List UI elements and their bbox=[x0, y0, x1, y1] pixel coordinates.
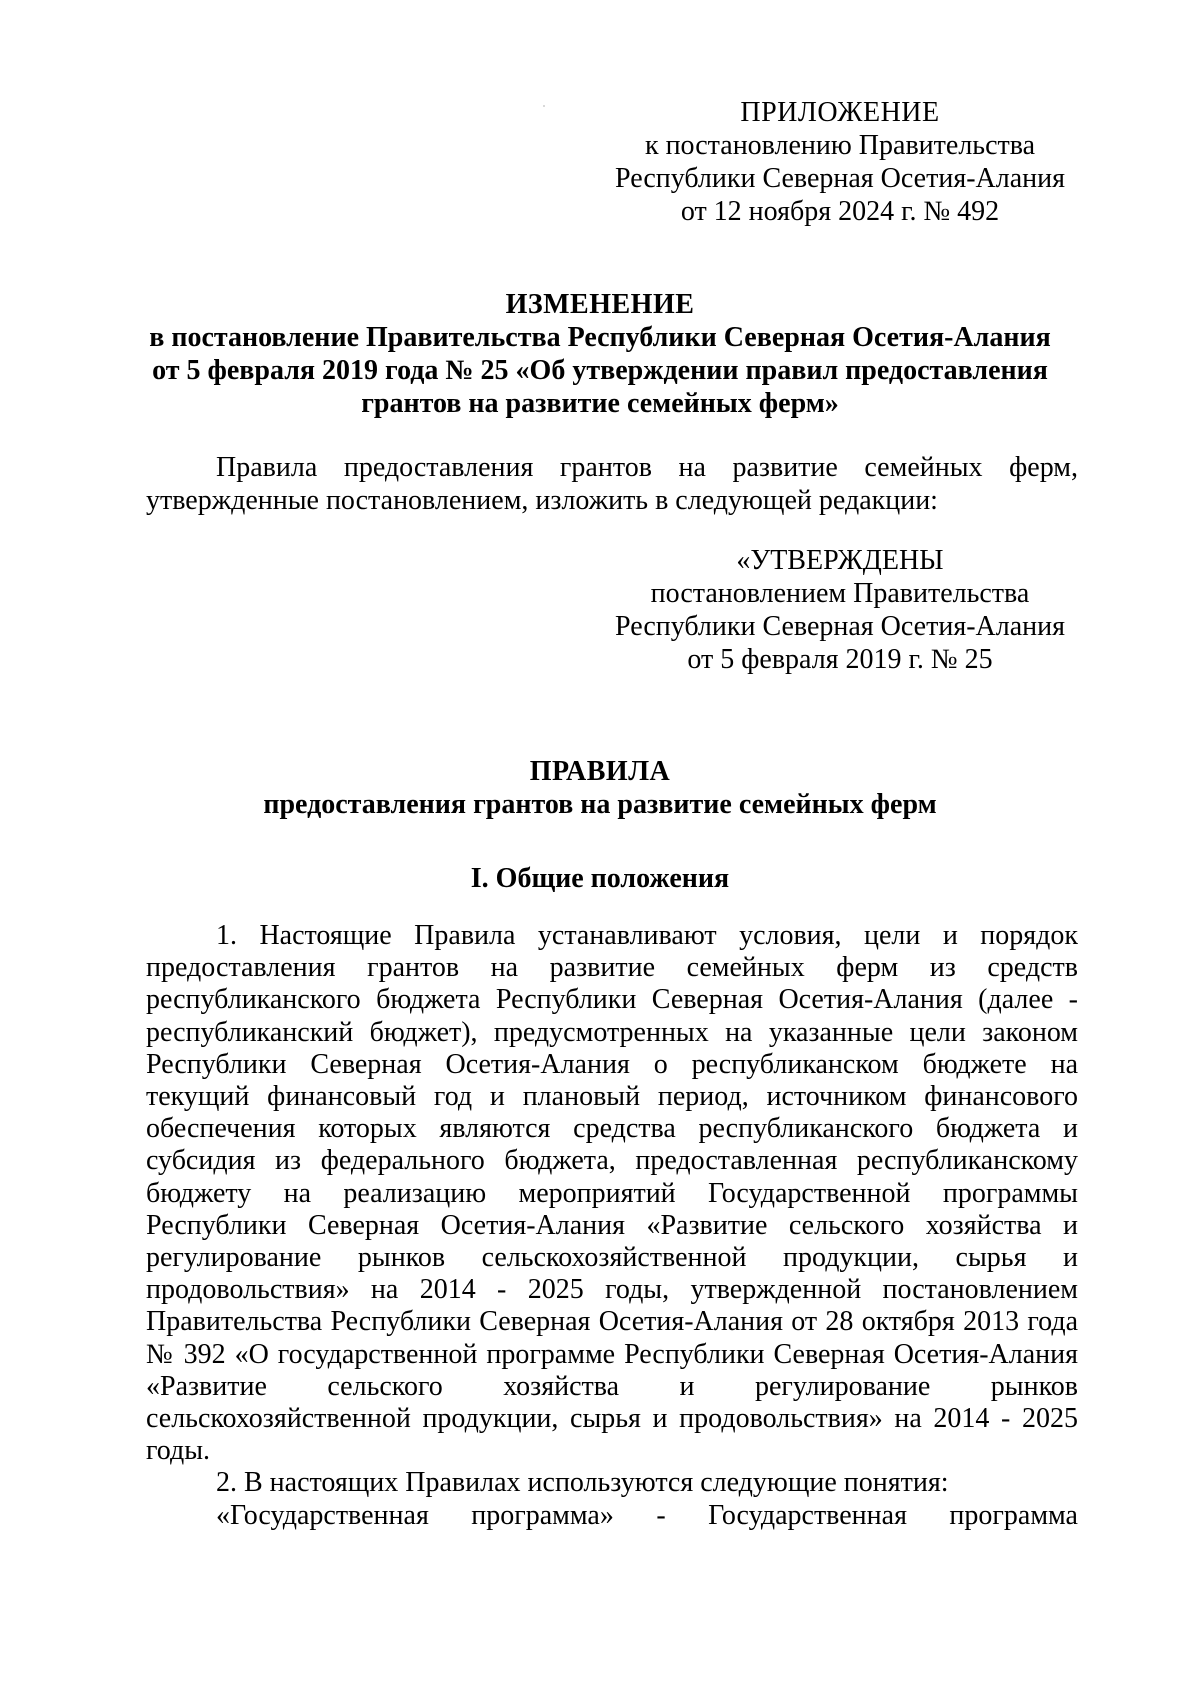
body-text bbox=[146, 920, 1078, 1532]
rules-subtitle: предоставления грантов на развитие семейных ферм bbox=[263, 789, 937, 820]
change-title: ИЗМЕНЕНИЕ bbox=[505, 289, 695, 320]
rules-header bbox=[130, 755, 1070, 821]
approved-title: «УТВЕРЖДЕНЫ bbox=[736, 545, 944, 576]
paragraph-2: 2. В настоящих Правилах используются следующие понятия: bbox=[216, 1467, 949, 1499]
appendix-line-2: Республики Северная Осетия-Алания bbox=[615, 163, 1065, 194]
approved-line-2: Республики Северная Осетия-Алания bbox=[615, 611, 1065, 642]
change-header bbox=[130, 288, 1070, 420]
paragraph-1: 1. Настоящие Правила устанавливают условия, цели и порядок предоставления грантов на развитие семейных ферм из средств республиканского бюджета Республики Северная Осетия-Алания (далее - республиканский бюджет), предусмотренных на указанные цели законом Республики Северная Осетия-Алания о республиканском бюджете на текущий финансовый год и плановый период, источником финансового обеспечения которых являются средства республиканского бюджета и субсидия из федерального бюджета, предоставленная республиканскому бюджету на реализацию мероприятий Государственной программы Республики Северная Осетия-Алания «Развитие сельского хозяйства и регулирование рынков сельскохозяйственной продукции, сырья и продовольствия» на 2014 - 2025 годы, утвержденной постановлением Правительства Республики Северная Осетия-Алания от 28 октября 2013 года № 392 «О государственной программе Республики Северная Осетия-Алания «Развитие сельского хозяйства и регулирование рынков сельскохозяйственной продукции, сырья и продовольствия» на 2014 - 2025 годы. bbox=[146, 920, 1078, 1467]
change-line-2: от 5 февраля 2019 года № 25 «Об утверждении правил предоставления bbox=[152, 355, 1048, 386]
section-heading: I. Общие положения bbox=[470, 863, 730, 894]
appendix-line-1: к постановлению Правительства bbox=[644, 130, 1036, 161]
approved-line-1: постановлением Правительства bbox=[650, 578, 1030, 609]
paragraph-3: «Государственная программа» - Государственная программа bbox=[216, 1499, 1078, 1531]
scan-artifact bbox=[543, 105, 545, 107]
change-line-3: грантов на развитие семейных ферм» bbox=[361, 388, 839, 419]
change-line-1: в постановление Правительства Республики Северная Осетия-Алания bbox=[149, 322, 1051, 353]
approved-stamp bbox=[600, 544, 1080, 676]
appendix-header bbox=[600, 96, 1080, 228]
intro-paragraph: Правила предоставления грантов на развитие семейных ферм, утвержденные постановлением, изложить в следующей редакции: bbox=[146, 452, 1078, 516]
appendix-line-3: от 12 ноября 2024 г. № 492 bbox=[680, 196, 1000, 227]
rules-title: ПРАВИЛА bbox=[529, 756, 671, 787]
appendix-title: ПРИЛОЖЕНИЕ bbox=[740, 97, 940, 128]
approved-line-3: от 5 февраля 2019 г. № 25 bbox=[687, 644, 993, 675]
